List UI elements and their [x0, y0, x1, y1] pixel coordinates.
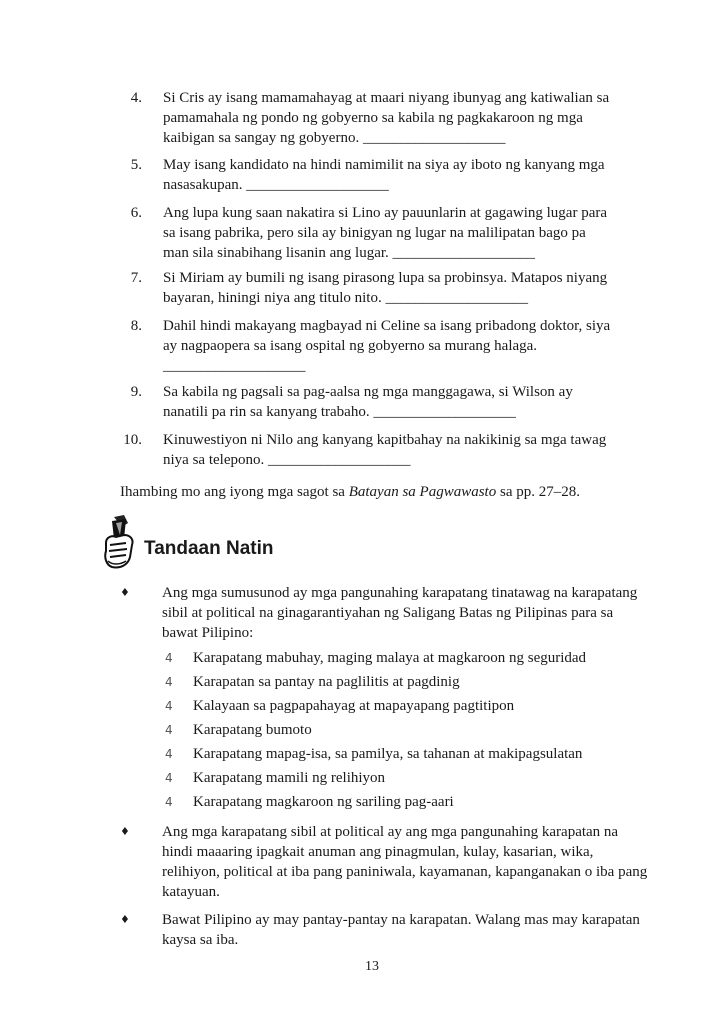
check-mark-icon: 4	[165, 651, 173, 665]
right-text: Karapatang magkaroon ng sariling pag-aari	[193, 794, 454, 810]
rights-list-item	[165, 768, 635, 788]
diamond-bullet-icon: ♦	[120, 586, 130, 599]
question-text: Dahil hindi makayang magbayad ni Celine sa isang pribadong doktor, siya ay nagpaopera sa isang ospital ng gobyerno sa murang halaga. ___________________	[163, 318, 611, 374]
answer-key-title: Batayan sa Pagwawasto	[348, 484, 497, 500]
check-mark-icon: 4	[165, 699, 173, 713]
page-number: 13	[365, 959, 379, 974]
rights-list-item	[165, 672, 635, 692]
question-number: 7.	[130, 270, 142, 286]
question-text: Sa kabila ng pagsali sa pag-aalsa ng mga manggagawa, si Wilson ay nanatili pa rin sa kanyang trabaho. ___________________	[163, 384, 573, 420]
check-mark-icon: 4	[165, 723, 173, 737]
bullet-text: Ang mga sumusunod ay mga pangunahing karapatang tinatawag na karapatang sibil at political na ginagarantiyahan ng Saligang Batas ng Pilipinas para sa bawat Pilipino:	[162, 585, 638, 641]
check-mark-icon: 4	[165, 795, 173, 809]
right-text: Karapatang mamili ng relihiyon	[193, 770, 386, 786]
right-text: Karapatang mapag-isa, sa pamilya, sa tahanan at makipagsulatan	[193, 746, 583, 762]
right-text: Karapatang mabuhay, maging malaya at magkaroon ng seguridad	[193, 650, 587, 666]
rights-list-item	[165, 720, 635, 740]
question-number: 4.	[130, 90, 142, 106]
question-number: 5.	[130, 157, 142, 173]
bullet-text: Ang mga karapatang sibil at political ay ang mga pangunahing karapatan na hindi maaaring ipagkait anuman ang pinagmulan, kulay, kasarian, wika, relihiyon, political at iba pang paniniwala, kayamanan, kapanganakan o iba pang katayuan.	[162, 824, 648, 900]
question-text: Si Miriam ay bumili ng isang pirasong lupa sa probinsya. Matapos niyang bayaran, hiningi niya ang titulo nito. ___________________	[163, 270, 608, 306]
right-text: Karapatan sa pantay na paglilitis at pagdinig	[193, 674, 460, 690]
rights-list-item	[165, 744, 635, 764]
right-text: Karapatang bumoto	[193, 722, 312, 738]
bullet-text: Bawat Pilipino ay may pantay-pantay na karapatan. Walang mas may karapatan kaysa sa iba.	[162, 912, 640, 948]
diamond-bullet-icon: ♦	[120, 825, 130, 838]
right-text: Kalayaan sa pagpapahayag at mapayapang pagtitipon	[193, 698, 515, 714]
rights-list-item	[165, 696, 635, 716]
compare-text-before: Ihambing mo ang iyong mga sagot sa	[120, 484, 349, 500]
question-text: May isang kandidato na hindi namimilit na siya ay iboto ng kanyang mga nasasakupan. ___________________	[163, 157, 605, 193]
question-number: 10.	[123, 432, 142, 448]
check-mark-icon: 4	[165, 771, 173, 785]
check-mark-icon: 4	[165, 675, 173, 689]
diamond-bullet-icon: ♦	[120, 913, 130, 926]
question-text: Ang lupa kung saan nakatira si Lino ay pauunlarin at gagawing lugar para sa isang pabrika, pero sila ay binigyan ng lugar na malilipatan bago pa man sila sinabihang lisanin ang lugar. ___________________	[163, 205, 608, 261]
question-text: Kinuwestiyon ni Nilo ang kanyang kapitbahay na nakikinig sa mga tawag niya sa telepono. ___________________	[163, 432, 607, 468]
question-number: 9.	[130, 384, 142, 400]
check-mark-icon: 4	[165, 747, 173, 761]
hand-writing-icon	[100, 513, 140, 573]
rights-list-item	[165, 792, 635, 812]
compare-instruction	[120, 482, 660, 502]
rights-list-item	[165, 648, 635, 668]
question-text: Si Cris ay isang mamamahayag at maari niyang ibunyag ang katiwalian sa pamamahala ng pondo ng gobyerno sa kabila ng pagkakaroon ng mga kaibigan sa sangay ng gobyerno. ___________________	[163, 90, 610, 146]
question-number: 6.	[130, 205, 142, 221]
question-number: 8.	[130, 318, 142, 334]
section-title: Tandaan Natin	[144, 538, 274, 559]
compare-text-after: sa pp. 27–28.	[496, 484, 580, 500]
